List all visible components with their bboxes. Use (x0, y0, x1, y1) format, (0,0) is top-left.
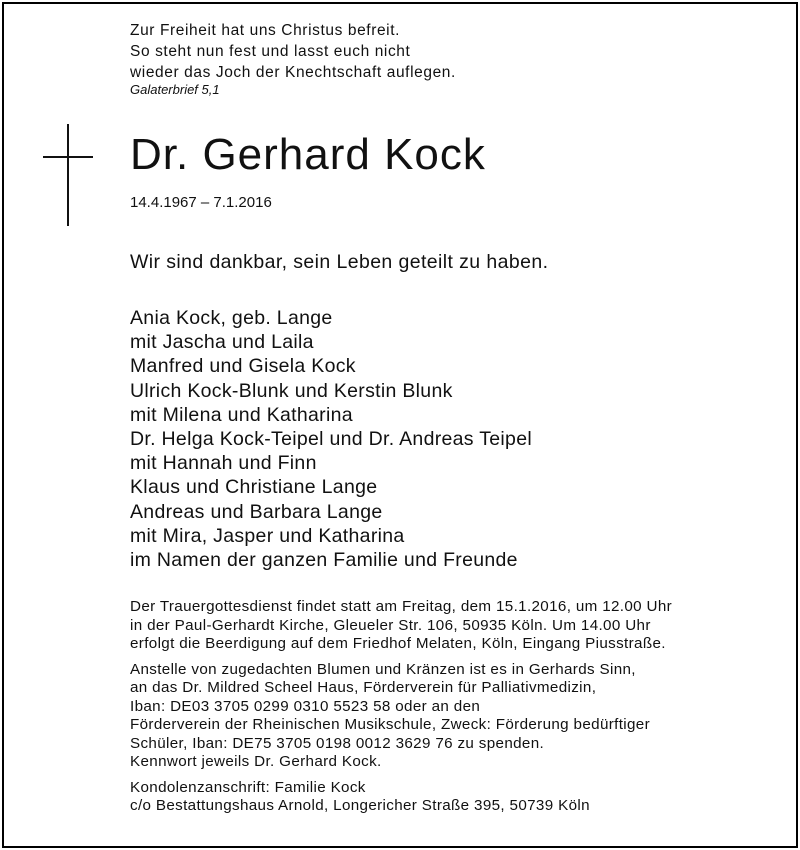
mourner-line: Klaus und Christiane Lange (130, 476, 378, 499)
condolence-line: c/o Bestattungshaus Arnold, Longericher Straße 395, 50739 Köln (130, 797, 590, 814)
donation-line: an das Dr. Mildred Scheel Haus, Förderverein für Palliativmedizin, (130, 679, 597, 696)
mourner-line: mit Mira, Jasper und Katharina (130, 524, 405, 547)
mourner-line: Ulrich Kock-Blunk und Kerstin Blunk (130, 379, 453, 402)
donation-line: Förderverein der Rheinischen Musikschule, Zweck: Förderung bedürftiger (130, 716, 651, 733)
service-line: Der Trauergottesdienst findet statt am Freitag, dem 15.1.2016, um 12.00 Uhr (130, 598, 673, 615)
quote-line: wieder das Joch der Knechtschaft auflegen. (130, 64, 456, 81)
mourner-line: Dr. Helga Kock-Teipel und Dr. Andreas Teipel (130, 427, 532, 450)
gratitude-statement: Wir sind dankbar, sein Leben geteilt zu haben. (130, 251, 549, 273)
cross-vertical-bar (67, 124, 69, 226)
donation-line: Kennwort jeweils Dr. Gerhard Kock. (130, 753, 382, 770)
mourner-line: Manfred und Gisela Kock (130, 355, 356, 378)
condolence-line: Kondolenzanschrift: Familie Kock (130, 778, 366, 796)
funeral-details (130, 598, 672, 816)
mourners-list (130, 306, 532, 572)
mourner-line: mit Jascha und Laila (130, 331, 314, 354)
deceased-name: Dr. Gerhard Kock (130, 130, 486, 179)
donation-line: Schüler, Iban: DE75 3705 0198 0012 3629 76 zu spenden. (130, 734, 545, 752)
mourner-line: Andreas und Barbara Lange (130, 500, 383, 523)
mourner-line: Ania Kock, geb. Lange (130, 307, 333, 329)
service-line: in der Paul-Gerhardt Kirche, Gleueler Str. 106, 50935 Köln. Um 14.00 Uhr (130, 616, 651, 634)
quote-line: So steht nun fest und lasst euch nicht (130, 43, 411, 60)
cross-horizontal-bar (43, 156, 93, 158)
quote-source: Galaterbrief 5,1 (130, 82, 220, 97)
life-dates: 14.4.1967 – 7.1.2016 (130, 194, 272, 211)
mourner-line: im Namen der ganzen Familie und Freunde (130, 548, 518, 571)
service-line: erfolgt die Beerdigung auf dem Friedhof Melaten, Köln, Eingang Piusstraße. (130, 635, 666, 652)
mourner-line: mit Milena und Katharina (130, 403, 353, 426)
quote-line: Zur Freiheit hat uns Christus befreit. (130, 22, 401, 39)
mourner-line: mit Hannah und Finn (130, 452, 317, 475)
bible-quote (130, 20, 456, 83)
donation-line: Anstelle von zugedachten Blumen und Kränzen ist es in Gerhards Sinn, (130, 660, 636, 678)
donation-line: Iban: DE03 3705 0299 0310 5523 58 oder an den (130, 697, 481, 715)
